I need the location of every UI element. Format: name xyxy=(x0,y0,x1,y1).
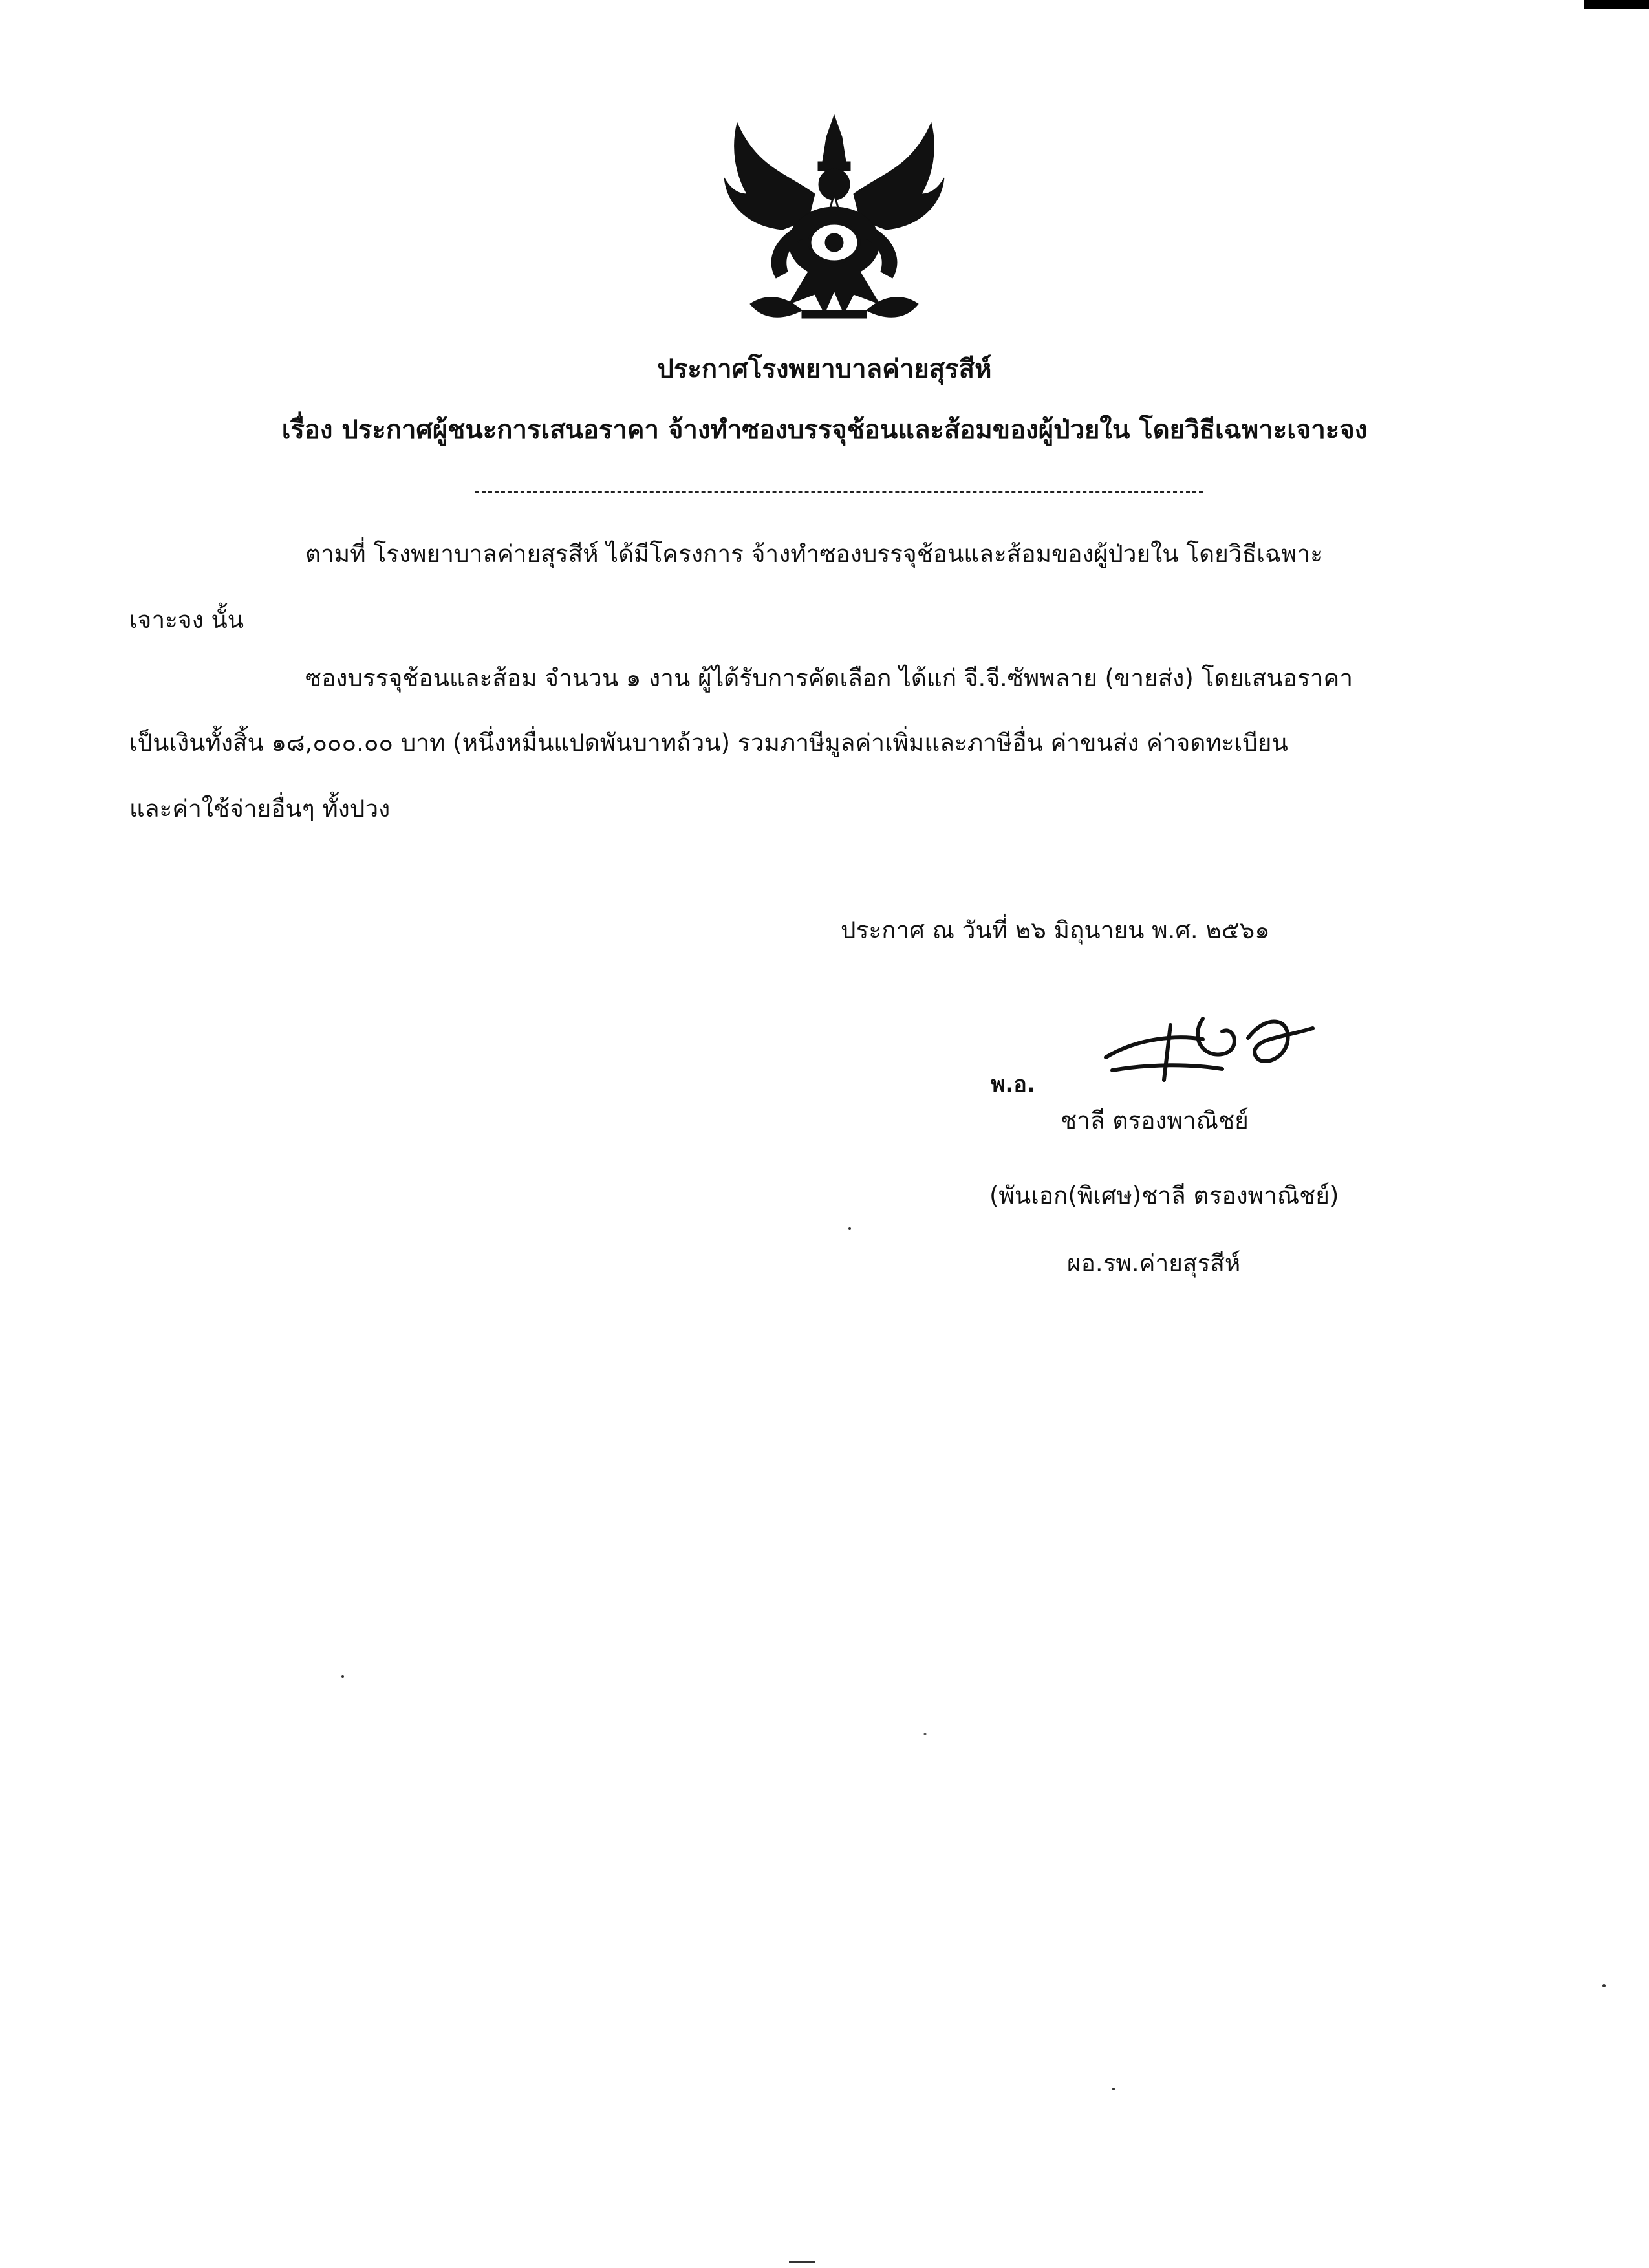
scan-speck xyxy=(1602,1984,1606,1987)
garuda-emblem-icon xyxy=(711,97,957,336)
scan-speck xyxy=(1112,2088,1115,2090)
separator-line xyxy=(475,491,1203,493)
scan-speck xyxy=(341,1675,344,1678)
announcement-heading: ประกาศโรงพยาบาลค่ายสุรสีห์ xyxy=(657,354,992,384)
announcement-date: ประกาศ ณ วันที่ ๒๖ มิถุนายน พ.ศ. ๒๕๖๑ xyxy=(841,916,1270,944)
signer-full-name: (พันเอก(พิเศษ)ชาลี ตรองพาณิชย์) xyxy=(989,1182,1339,1209)
body-paragraph-1-line-1: ตามที่ โรงพยาบาลค่ายสุรสีห์ ได้มีโครงการ จ้างทำซองบรรจุช้อนและส้อมของผู้ป่วยใน โดยวิธีเฉพาะ xyxy=(305,540,1324,568)
announcement-subject: เรื่อง ประกาศผู้ชนะการเสนอราคา จ้างทำซองบรรจุช้อนและส้อมของผู้ป่วยใน โดยวิธีเฉพาะเจาะจง xyxy=(281,415,1368,445)
signer-position: ผอ.รพ.ค่ายสุรสีห์ xyxy=(1067,1249,1241,1277)
scan-speck xyxy=(848,1227,851,1230)
scan-speck xyxy=(789,2261,815,2263)
signature-initials: พ.อ. xyxy=(991,1072,1035,1097)
scan-speck xyxy=(923,1733,927,1735)
body-paragraph-1-line-2: เจาะจง นั้น xyxy=(129,606,244,634)
signer-typed-name: ชาลี ตรองพาณิชย์ xyxy=(1061,1107,1249,1134)
body-paragraph-2-line-1: ซองบรรจุช้อนและส้อม จำนวน ๑ งาน ผู้ได้รับการคัดเลือก ได้แก่ จี.จี.ซัพพลาย (ขายส่ง) โดยเสนอราคา xyxy=(305,664,1353,692)
scan-edge-mark xyxy=(1584,0,1649,9)
handwritten-signature-icon xyxy=(1009,999,1345,1109)
body-paragraph-2-line-3: และค่าใช้จ่ายอื่นๆ ทั้งปวง xyxy=(129,795,391,823)
body-paragraph-2-line-2: เป็นเงินทั้งสิ้น ๑๘,๐๐๐.๐๐ บาท (หนึ่งหมื่นแปดพันบาทถ้วน) รวมภาษีมูลค่าเพิ่มและภาษีอื่น ค่าขนส่ง ค่าจดทะเบียน xyxy=(129,729,1288,757)
